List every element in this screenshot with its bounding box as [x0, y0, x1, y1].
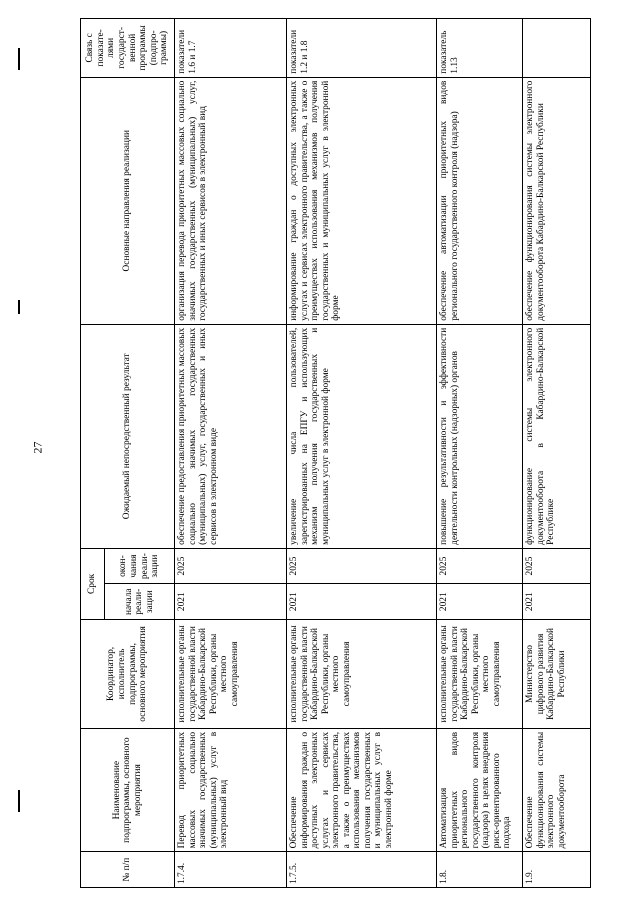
cell-num: 1.8.: [437, 852, 523, 888]
cell-name: Обеспечение функционирования системы электронного документооборота: [523, 728, 591, 852]
cell-directions: информирование граждан о доступных электронных услугах и сервисах электронного правительства, а также о преимуществах использования механизмов получения государственных и муниципальных услуг в электронной форме: [287, 77, 437, 324]
table-row: [287, 19, 437, 888]
cell-end: 2025: [437, 548, 523, 584]
cell-result: увеличение числа пользователей, зарегистрированных на ЕПГУ и использующих механизм получения государственных и муниципальных услуг в электронной форме: [287, 324, 437, 548]
cell-start: 2021: [523, 584, 591, 620]
binder-mark-middle: [18, 300, 20, 314]
table-row: [437, 19, 523, 888]
table-row: [175, 19, 287, 888]
cell-directions: организация перевода приоритетных массовых социально значимых государственных (муниципальных) услуг, государственных и иных сервисов в электронный вид: [175, 77, 287, 324]
header-result: Ожидаемый непосредственный результат: [81, 324, 175, 548]
cell-name: Обеспечение информирования граждан о доступных электронных услугах и сервисах электронного правительства, а также о преимуществах использования механизмов получения государственных и муниципальных услуг в электронной форме: [287, 728, 437, 852]
cell-link: [523, 19, 591, 78]
cell-num: 1.9.: [523, 852, 591, 888]
cell-coordinator: Министерство цифрового развития Кабардино-Балкарской Республики: [523, 620, 591, 729]
cell-end: 2025: [175, 548, 287, 584]
header-directions: Основные направления реализации: [81, 77, 175, 324]
program-table: [80, 18, 591, 888]
header-term-end: окон-чания реали-зации: [105, 548, 175, 584]
cell-end: 2025: [523, 548, 591, 584]
cell-coordinator: исполнительные органы государственной власти Кабардино-Балкарской Республики, органы местного самоуправления: [287, 620, 437, 729]
rotated-table-container: [80, 18, 622, 888]
cell-directions: обеспечение функционирования системы электронного документооборота Кабардино-Балкарской Республики: [523, 77, 591, 324]
header-term-start: начала реали-зации: [105, 584, 175, 620]
page-number: 27: [30, 441, 45, 454]
cell-result: повышение результативности и эффективности деятельности контрольных (надзорных) органов: [437, 324, 523, 548]
header-num: № п/п: [81, 852, 175, 888]
cell-coordinator: исполнительные органы государственной власти Кабардино-Балкарской Республики, органы местного самоуправления: [437, 620, 523, 729]
header-coordinator: Координатор, исполнитель подпрограммы, основного мероприятия: [81, 620, 175, 729]
cell-start: 2021: [437, 584, 523, 620]
cell-name: Автоматизация приоритетных видов регионального государственного контроля (надзора) в целях внедрения риск-ориентированного подхода: [437, 728, 523, 852]
cell-name: Перевод приоритетных массовых социально значимых государственных (муниципальных) услуг в электронный вид: [175, 728, 287, 852]
table-header-row: [81, 19, 105, 888]
cell-link: показатель 1.13: [437, 19, 523, 78]
cell-result: обеспечение предоставления приоритетных массовых социально значимых государственных (муниципальных) услуг, государственных и иных сервисов в электронном виде: [175, 324, 287, 548]
header-link: Связь с показате-лями государст-венной программы (подпро-граммы): [81, 19, 175, 78]
cell-coordinator: исполнительные органы государственной власти Кабардино-Балкарской Республики, органы местного самоуправления: [175, 620, 287, 729]
header-term: Срок: [81, 548, 105, 619]
cell-result: функционирование системы электронного документооборота в Кабардино-Балкарской Республике: [523, 324, 591, 548]
binder-mark-bottom: [18, 790, 20, 812]
cell-start: 2021: [175, 584, 287, 620]
table-row: [523, 19, 591, 888]
cell-num: 1.7.4.: [175, 852, 287, 888]
cell-link: показатели 1.2 и 1.8: [287, 19, 437, 78]
binder-mark-top: [18, 48, 20, 70]
cell-num: 1.7.5.: [287, 852, 437, 888]
header-name: Наименование подпрограммы, основного мероприятия: [81, 728, 175, 852]
cell-link: показатели 1.6 и 1.7: [175, 19, 287, 78]
cell-end: 2025: [287, 548, 437, 584]
cell-start: 2021: [287, 584, 437, 620]
cell-directions: обеспечение автоматизации приоритетных видов регионального государственного контроля (надзора): [437, 77, 523, 324]
